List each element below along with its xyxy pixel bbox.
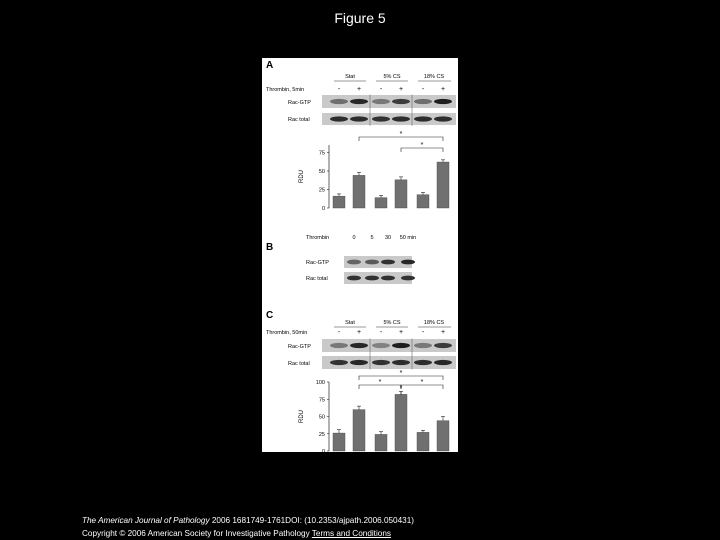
panel-c-band bbox=[350, 360, 368, 365]
panel-c-band bbox=[350, 343, 368, 348]
copyright bbox=[82, 527, 414, 540]
panel-c-band bbox=[330, 343, 348, 348]
terms-link[interactable]: Terms and Conditions bbox=[311, 529, 391, 538]
panel-a-tick-label: 75 bbox=[318, 150, 325, 157]
panel-a-band bbox=[392, 99, 410, 104]
panel-a-sign-5: + bbox=[440, 86, 446, 93]
panel-c-significance-star: * bbox=[378, 379, 382, 386]
panel-c-bar-2 bbox=[375, 434, 387, 451]
panel-c-band bbox=[372, 343, 390, 348]
panel-a-chart bbox=[299, 131, 449, 212]
panel-b-time-5: 5 bbox=[370, 235, 374, 241]
panel-c-tick-label: 0 bbox=[321, 449, 325, 452]
panel-c-tick-label: 50 bbox=[318, 414, 325, 421]
panel-c-tick-label: 75 bbox=[318, 397, 325, 404]
panel-a-significance-star: * bbox=[399, 131, 403, 138]
panel-c-significance-star: * bbox=[420, 379, 424, 386]
panel-a-band bbox=[330, 99, 348, 104]
panel-a-treatment-label: Thrombin, 5min bbox=[266, 87, 305, 93]
panel-b-blot-label-gtp: Rac-GTP bbox=[306, 260, 329, 266]
panel-a-sign-0: - bbox=[337, 86, 341, 93]
panel-a-band bbox=[414, 99, 432, 104]
panel-c-bar-5 bbox=[437, 421, 449, 451]
panel-a-band bbox=[434, 99, 452, 104]
panel-c-bar-1 bbox=[353, 410, 365, 451]
panel-a-band bbox=[392, 116, 410, 121]
panel-b-time-30: 30 bbox=[384, 235, 392, 241]
panel-a-band bbox=[330, 116, 348, 121]
panel-b-band bbox=[365, 276, 379, 281]
copyright-text: Copyright © 2006 American Society for Investigative Pathology bbox=[82, 529, 312, 538]
panel-c-group-18cs: 18% CS bbox=[423, 320, 445, 326]
page-title: Figure 5 bbox=[334, 10, 386, 26]
panel-c-tick-label: 25 bbox=[318, 431, 325, 438]
panel-c-significance-star: * bbox=[399, 385, 403, 392]
panel-b-band bbox=[365, 260, 379, 265]
panel-a-significance-star: * bbox=[420, 142, 424, 149]
panel-a-group-18cs: 18% CS bbox=[423, 74, 445, 80]
panel-c-sign-5: + bbox=[440, 329, 446, 336]
panel-c-band bbox=[414, 360, 432, 365]
panel-c-band bbox=[392, 343, 410, 348]
citation bbox=[82, 514, 414, 527]
panel-b-band bbox=[381, 276, 395, 281]
panel-c-sign-2: - bbox=[379, 329, 383, 336]
panel-b-blot-label-total: Rac total bbox=[306, 276, 328, 282]
panel-a-band bbox=[350, 99, 368, 104]
panel-a-blot-label-gtp: Rac-GTP bbox=[288, 100, 311, 106]
panel-c-band bbox=[372, 360, 390, 365]
panel-a-label: A bbox=[266, 60, 274, 71]
panel-a-sign-4: - bbox=[421, 86, 425, 93]
panel-c-chart bbox=[299, 370, 449, 452]
panel-b-band bbox=[381, 260, 395, 265]
figure-svg bbox=[262, 58, 458, 452]
panel-a-group-5cs: 5% CS bbox=[383, 74, 401, 80]
panel-c-group-stat: Stat bbox=[345, 320, 355, 326]
panel-a-band bbox=[372, 116, 390, 121]
panel-c-sign-4: - bbox=[421, 329, 425, 336]
panel-c-tick-label: 100 bbox=[315, 380, 325, 386]
panel-c-blot-label-total: Rac total bbox=[288, 361, 310, 367]
panel-a-bar-4 bbox=[417, 195, 429, 208]
panel-c-significance-star: * bbox=[399, 370, 403, 377]
panel-c-blot-label-gtp: Rac-GTP bbox=[288, 344, 311, 350]
panel-a-band bbox=[350, 116, 368, 121]
panel-a-band bbox=[434, 116, 452, 121]
panel-a-bar-0 bbox=[333, 196, 345, 208]
panel-a-ylabel: RDU bbox=[299, 170, 305, 183]
panel-b-label: B bbox=[266, 242, 274, 253]
panel-c-band bbox=[434, 360, 452, 365]
panel-b-band bbox=[401, 260, 415, 265]
panel-b-band bbox=[347, 276, 361, 281]
panel-a-tick-label: 25 bbox=[318, 187, 325, 194]
panel-a-band bbox=[414, 116, 432, 121]
panel-a-group-stat: Stat bbox=[345, 74, 355, 80]
panel-a-bar-3 bbox=[395, 180, 407, 208]
panel-c-treatment-label: Thrombin, 50min bbox=[266, 330, 308, 336]
panel-c-sign-1: + bbox=[356, 329, 362, 336]
panel-a-band bbox=[372, 99, 390, 104]
panel-c-band bbox=[330, 360, 348, 365]
footer bbox=[82, 514, 414, 540]
panel-c-group-5cs: 5% CS bbox=[383, 320, 401, 326]
panel-a-tick-label: 50 bbox=[318, 168, 325, 175]
panel-a-bar-2 bbox=[375, 198, 387, 208]
panel-c-sign-3: + bbox=[398, 329, 404, 336]
panel-b-time-50: 50 min bbox=[399, 235, 417, 241]
panel-c-label: C bbox=[266, 310, 274, 321]
panel-c-band bbox=[392, 360, 410, 365]
figure-panel bbox=[262, 58, 458, 452]
panel-c-sign-0: - bbox=[337, 329, 341, 336]
panel-c-bar-4 bbox=[417, 432, 429, 451]
panel-c-band bbox=[434, 343, 452, 348]
panel-b-band bbox=[347, 260, 361, 265]
panel-a-sign-3: + bbox=[398, 86, 404, 93]
panel-c-bar-3 bbox=[395, 394, 407, 451]
panel-c-band bbox=[414, 343, 432, 348]
panel-a-bar-1 bbox=[353, 175, 365, 208]
panel-b-treatment-label: Thrombin bbox=[306, 235, 330, 241]
panel-c-bar-0 bbox=[333, 433, 345, 451]
panel-a-blot-label-total: Rac total bbox=[288, 117, 310, 123]
citation-details: 2006 1681749-1761DOI: (10.2353/ajpath.2006.050431) bbox=[209, 516, 414, 525]
panel-a-tick-label: 0 bbox=[321, 206, 325, 212]
panel-b-band bbox=[401, 276, 415, 281]
panel-a-sign-2: - bbox=[379, 86, 383, 93]
panel-a-bar-5 bbox=[437, 162, 449, 208]
panel-a-sign-1: + bbox=[356, 86, 362, 93]
citation-journal: The American Journal of Pathology bbox=[82, 516, 210, 525]
panel-c-ylabel: RDU bbox=[299, 410, 305, 423]
panel-b-time-0: 0 bbox=[352, 235, 356, 241]
